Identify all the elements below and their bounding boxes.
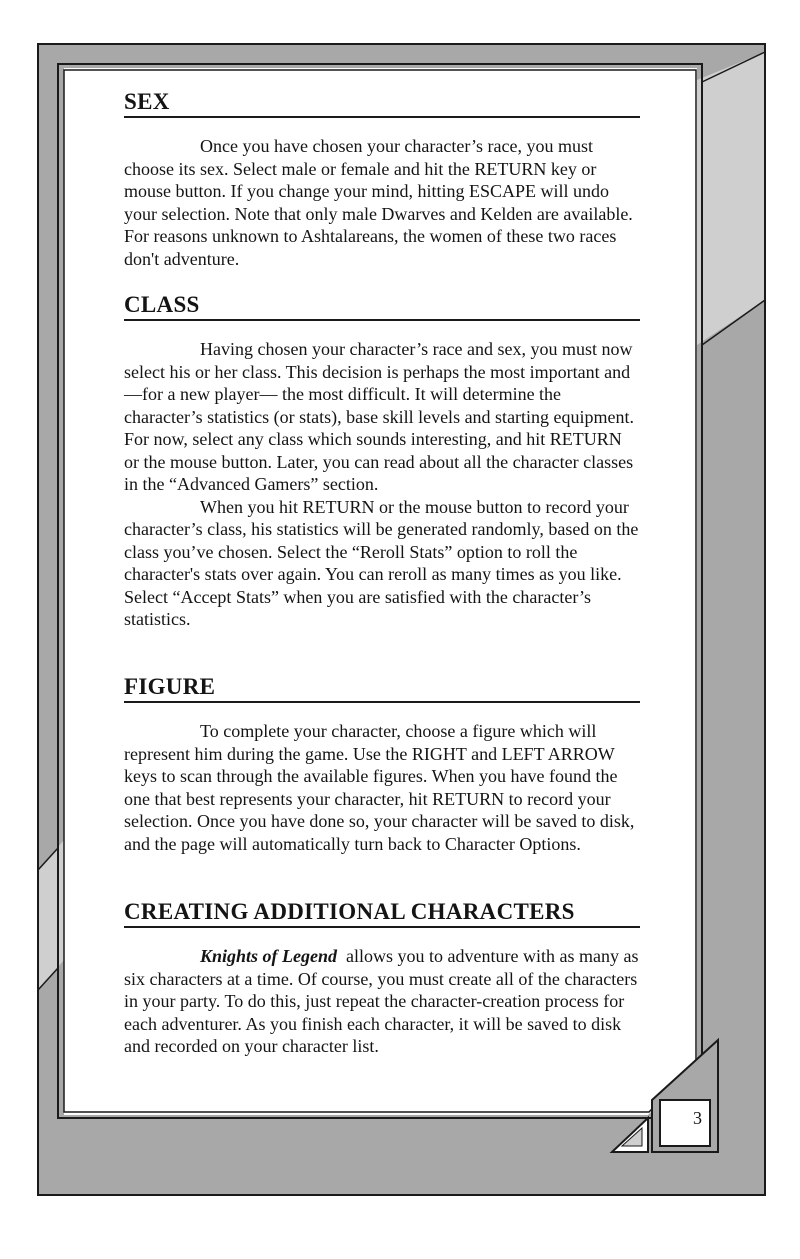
section-heading-creating-additional: CREATING ADDITIONAL CHARACTERS — [124, 898, 640, 928]
section-class-paragraph-2: When you hit RETURN or the mouse button to record your character’s class, his statistics will be generated randomly, based on the class you’ve chosen. Select the “Reroll Stats” option to roll the character's stats over again. You can reroll as many times as you like. Select “Accept Stats” when you are satisfied with the character’s statistics. — [124, 496, 639, 629]
section-heading-class: CLASS — [124, 291, 640, 321]
section-sex — [124, 88, 640, 270]
page-number — [660, 1100, 732, 1146]
section-class-paragraph-1: Having chosen your character’s race and sex, you must now select his or her class. This decision is perhaps the most important and—for a new player— the most difficult. It will determine the character’s statistics (or stats), base skill levels and starting equipment. For now, select any class which sounds interesting, and hit RETURN or the mouse button. Later, you can read about all the character classes in the “Advanced Gamers” section. — [124, 339, 635, 494]
section-heading-figure: FIGURE — [124, 673, 640, 703]
section-creating-additional-text: allows you to adventure with as many as six characters at a time. Of course, you must create all of the characters in your party. To do this, just repeat the character-creation process for each adventurer. As you finish each character, it will be saved to disk and recorded on your character list. — [124, 946, 639, 1056]
section-heading-sex: SEX — [124, 88, 640, 118]
section-creating-additional-paragraph — [124, 945, 640, 1058]
section-class — [124, 291, 640, 631]
game-title: Knights of Legend — [200, 946, 338, 966]
frame-shade-upper — [697, 52, 765, 345]
section-sex-paragraph: Once you have chosen your character’s race, you must choose its sex. Select male or female and hit the RETURN key or mouse button. If you change your mind, hitting ESCAPE will undo your selection. Note that only male Dwarves and Kelden are available. For reasons unknown to Ashtalareans, the women of these two races don't adventure. — [124, 136, 633, 269]
section-creating-additional — [124, 898, 640, 1058]
section-figure — [124, 673, 640, 855]
page-number-text: 3 — [693, 1108, 702, 1128]
section-figure-paragraph: To complete your character, choose a figure which will represent him during the game. Use the RIGHT and LEFT ARROW keys to scan through the available figures. When you have found the one that best represents your character, hit RETURN to record your selection. Once you have done so, your character will be saved to disk, and the page will automatically turn back to Character Options. — [124, 721, 635, 854]
